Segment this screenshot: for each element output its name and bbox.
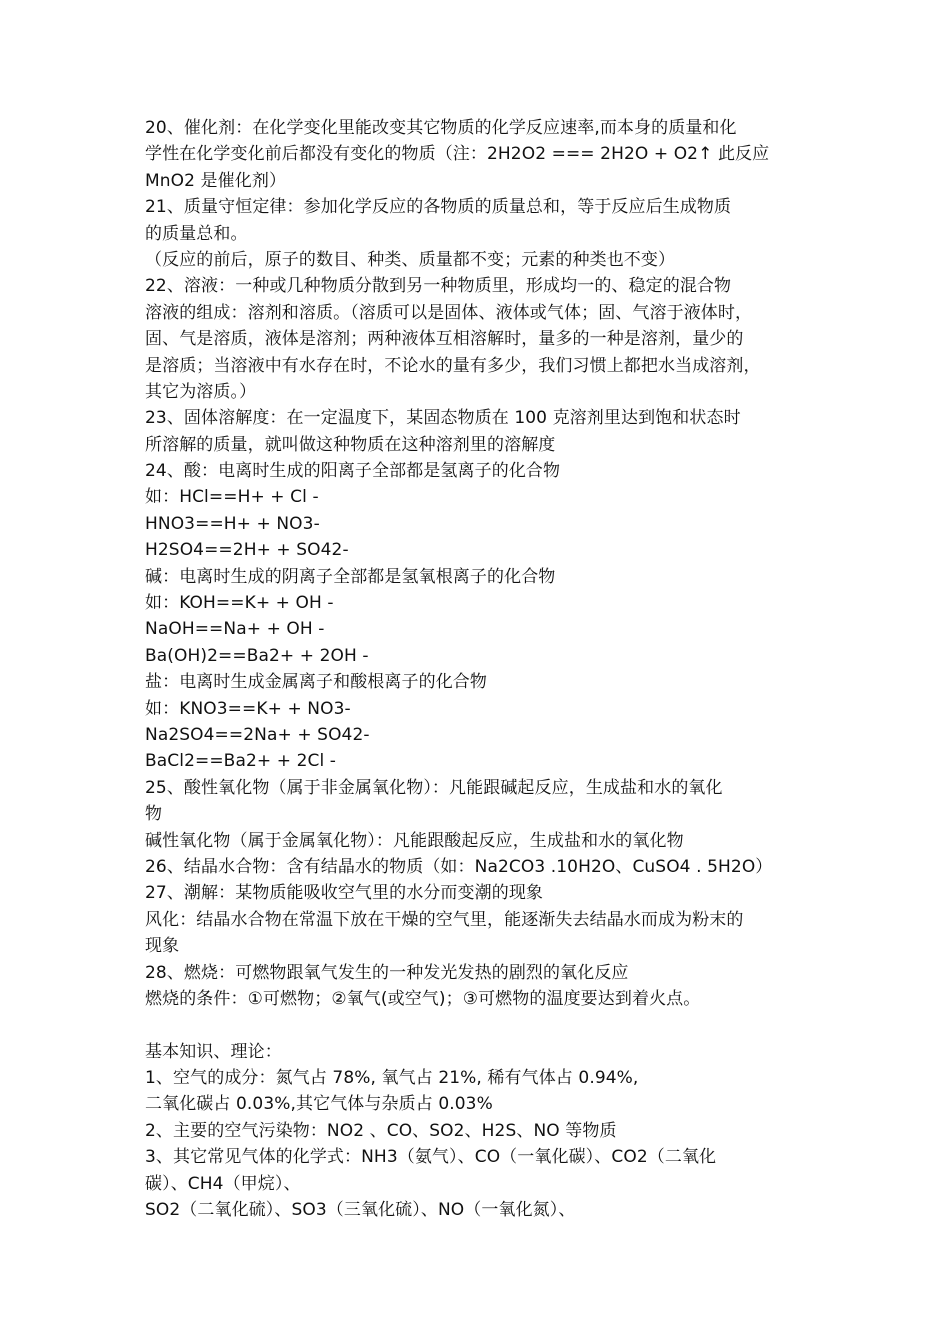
text-line: 的质量总和。 (145, 223, 248, 244)
text-line: 二氧化碳占 0.03%,其它气体与杂质占 0.03% (145, 1094, 493, 1115)
text-line: （反应的前后，原子的数目、种类、质量都不变；元素的种类也不变） (145, 249, 676, 270)
text-line: SO2（二氧化硫）、SO3（三氧化硫）、NO（一氧化氮）、 (145, 1200, 576, 1221)
document-body (145, 115, 815, 1223)
text-line: 如：HCl==H+ + Cl - (145, 487, 319, 508)
text-line: 盐：电离时生成金属离子和酸根离子的化合物 (145, 672, 487, 693)
text-line: 物 (145, 804, 163, 825)
text-line: 26、结晶水合物：含有结晶水的物质（如：Na2CO3 .10H2O、CuSO4 . 5H2O） (145, 856, 773, 877)
text-line: 20、催化剂：在化学变化里能改变其它物质的化学反应速率,而本身的质量和化 (145, 118, 737, 138)
text-line: Ba(OH)2==Ba2+ + 2OH - (145, 645, 369, 666)
text-line: 燃烧的条件：①可燃物；②氧气(或空气)；③可燃物的温度要达到着火点。 (145, 988, 701, 1009)
text-line: 碳）、CH4（甲烷）、 (145, 1173, 301, 1194)
text-line: BaCl2==Ba2+ + 2Cl - (145, 751, 337, 772)
text-line: 所溶解的质量，就叫做这种物质在这种溶剂里的溶解度 (145, 434, 556, 455)
text-line: 风化：结晶水合物在常温下放在干燥的空气里，能逐渐失去结晶水而成为粉末的 (145, 909, 744, 930)
text-line: 碱性氧化物（属于金属氧化物）：凡能跟酸起反应，生成盐和水的氧化物 (145, 830, 684, 851)
text-line: 24、酸：电离时生成的阳离子全部都是氢离子的化合物 (145, 461, 561, 482)
text-line: 21、质量守恒定律：参加化学反应的各物质的质量总和，等于反应后生成物质 (145, 197, 732, 218)
text-line: 27、潮解：某物质能吸收空气里的水分而变潮的现象 (145, 883, 544, 904)
text-line: 25、酸性氧化物（属于非金属氧化物）：凡能跟碱起反应，生成盐和水的氧化 (145, 777, 723, 798)
text-line: 23、固体溶解度：在一定温度下，某固态物质在 100 克溶剂里达到饱和状态时 (145, 408, 741, 429)
text-line: 固、气是溶质，液体是溶剂；两种液体互相溶解时，量多的一种是溶剂，量少的 (145, 329, 744, 350)
text-line: MnO2 是催化剂） (145, 170, 287, 191)
text-line: 3、其它常见气体的化学式：NH3（氨气）、CO（一氧化碳）、CO2（二氧化 (145, 1147, 717, 1168)
text-line: 溶液的组成：溶剂和溶质。（溶质可以是固体、液体或气体；固、气溶于液体时， (145, 302, 753, 323)
text-line: 如：KNO3==K+ + NO3- (145, 698, 351, 719)
text-line: H2SO4==2H+ + SO42- (145, 540, 349, 561)
text-line: 如：KOH==K+ + OH - (145, 593, 334, 614)
text-line: 基本知识、理论： (145, 1041, 282, 1062)
text-line: 1、空气的成分：氮气占 78%, 氧气占 21%, 稀有气体占 0.94%, (145, 1068, 639, 1089)
text-line: 现象 (145, 936, 180, 957)
text-line (145, 1012, 815, 1038)
text-line: 碱：电离时生成的阴离子全部都是氢氧根离子的化合物 (145, 566, 556, 587)
text-line: 其它为溶质。） (145, 381, 257, 402)
text-line: HNO3==H+ + NO3- (145, 513, 320, 534)
text-line: 2、主要的空气污染物：NO2 、CO、SO2、H2S、NO 等物质 (145, 1120, 617, 1141)
text-line: Na2SO4==2Na+ + SO42- (145, 724, 370, 745)
text-line: NaOH==Na+ + OH - (145, 619, 325, 640)
text-line: 22、溶液：一种或几种物质分散到另一种物质里，形成均一的、稳定的混合物 (145, 276, 732, 297)
text-line: 28、燃烧：可燃物跟氧气发生的一种发光发热的剧烈的氧化反应 (145, 962, 629, 983)
text-line: 是溶质；当溶液中有水存在时，不论水的量有多少，我们习惯上都把水当成溶剂， (145, 355, 761, 376)
text-line: 学性在化学变化前后都没有变化的物质（注：2H2O2 === 2H2O + O2↑ 此反应 (145, 144, 770, 165)
